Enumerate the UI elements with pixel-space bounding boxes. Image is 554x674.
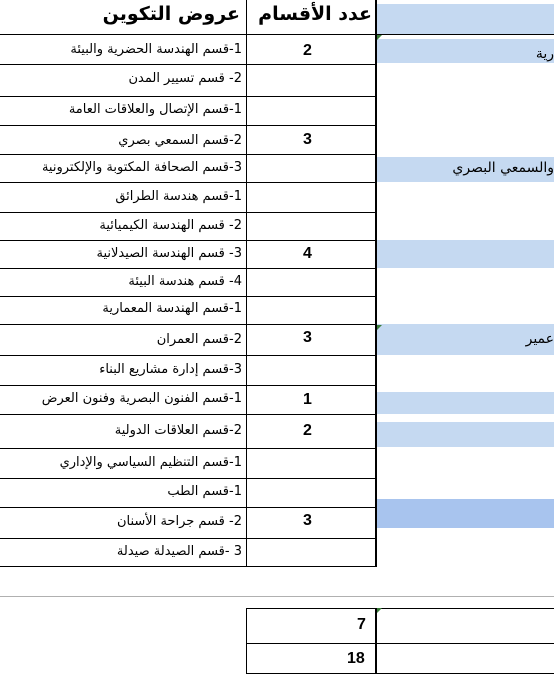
faculty-cell-3[interactable] xyxy=(376,240,554,268)
course-cell[interactable]: 1-قسم الفنون البصرية وفنون العرض xyxy=(41,391,242,406)
course-cell[interactable]: 2- قسم الهندسة الكيميائية xyxy=(99,218,242,233)
faculty-cell-5[interactable] xyxy=(376,392,554,414)
header-courses: عروض التكوين xyxy=(102,3,240,25)
faculty-cell-header[interactable] xyxy=(376,4,554,34)
dept-count-cell[interactable]: 3 xyxy=(303,329,312,346)
course-cell[interactable]: 2-قسم السمعي بصري xyxy=(118,133,242,148)
comment-marker xyxy=(377,35,382,40)
course-cell[interactable]: 3- قسم الهندسة الصيدلانية xyxy=(96,246,242,261)
course-cell[interactable]: 4- قسم هندسة البيئة xyxy=(128,274,242,289)
course-cell[interactable]: 3 -قسم الصيدلة صيدلة xyxy=(116,544,242,559)
course-cell[interactable]: 3-قسم إدارة مشاريع البناء xyxy=(99,362,242,377)
comment-marker xyxy=(377,608,382,613)
course-cell[interactable]: 1-قسم الهندسة المعمارية xyxy=(102,301,242,316)
comment-marker xyxy=(377,325,382,330)
course-cell[interactable]: 1-قسم التنظيم السياسي والإداري xyxy=(59,455,242,470)
course-cell[interactable]: 1-قسم هندسة الطرائق xyxy=(115,189,242,204)
faculty-cell-6[interactable] xyxy=(376,422,554,447)
course-cell[interactable]: 1-قسم الهندسة الحضرية والبيئة xyxy=(70,42,242,57)
faculty-name: عمير xyxy=(525,331,554,347)
dept-count-cell[interactable]: 3 xyxy=(303,131,312,148)
dept-count-cell[interactable]: 2 xyxy=(303,422,312,439)
course-cell[interactable]: 2- قسم تسيير المدن xyxy=(128,71,242,86)
faculty-cell-1[interactable] xyxy=(376,39,554,63)
total-faculties[interactable]: 7 xyxy=(357,616,366,633)
faculty-name: والسمعي البصري xyxy=(452,160,554,176)
course-cell[interactable]: 2-قسم العلاقات الدولية xyxy=(114,423,242,438)
faculty-cell-7[interactable] xyxy=(376,499,554,528)
dept-count-cell[interactable]: 4 xyxy=(303,245,312,262)
course-cell[interactable]: 2-قسم العمران xyxy=(156,332,242,347)
course-cell[interactable]: 1-قسم الإتصال والعلاقات العامة xyxy=(68,102,242,117)
header-dept-count: عدد الأقسام xyxy=(258,3,372,25)
dept-count-cell[interactable]: 3 xyxy=(303,512,312,529)
dept-count-cell[interactable]: 1 xyxy=(303,391,312,408)
faculty-name: رية xyxy=(535,46,554,62)
course-cell[interactable]: 2- قسم جراحة الأسنان xyxy=(116,514,242,529)
dept-count-cell[interactable]: 2 xyxy=(303,42,312,59)
total-departments[interactable]: 18 xyxy=(347,650,365,667)
course-cell[interactable]: 3-قسم الصحافة المكتوبة والإلكترونية xyxy=(41,160,242,175)
course-cell[interactable]: 1-قسم الطب xyxy=(167,484,242,499)
